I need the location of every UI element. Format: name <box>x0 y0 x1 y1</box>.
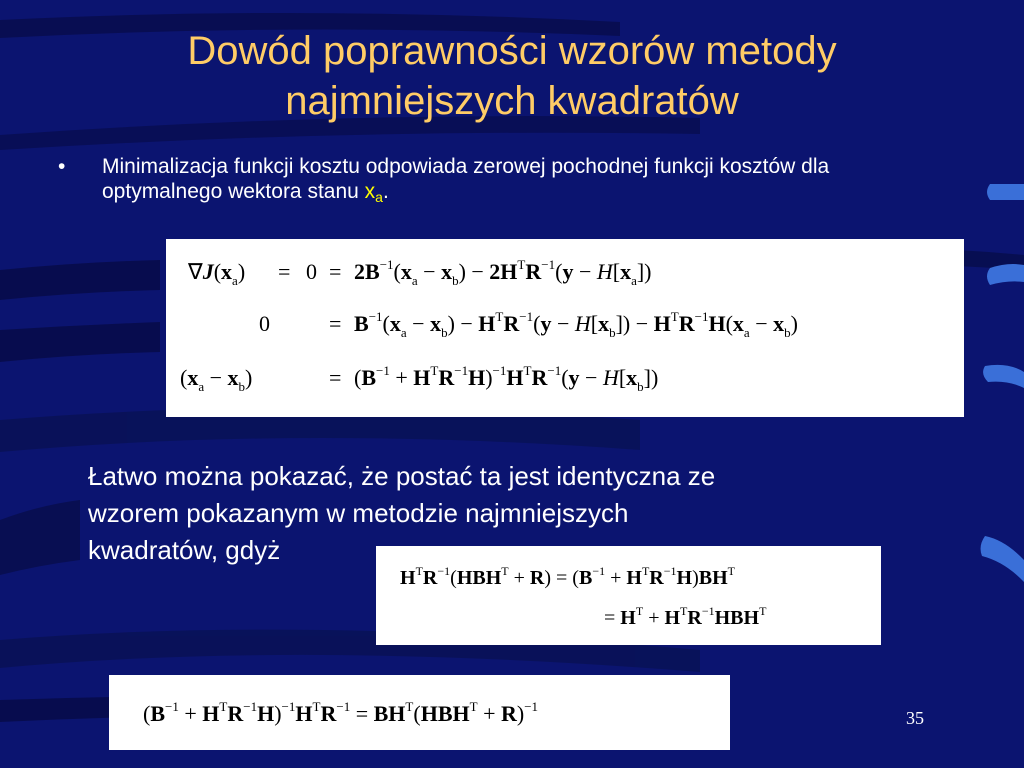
svg-text:(xa − xb): $(x_a - x_b)$ <box>180 365 253 394</box>
formula-image-gradient <box>166 239 964 417</box>
svg-text:=: = <box>278 259 291 284</box>
formula-image-result <box>109 675 730 750</box>
slide-title <box>60 26 964 126</box>
svg-text:(B−1 + HTR−1H)−1HTR−1 = BHT(HB: $(B^{-1} + H^TR^{-1}H)^{-1}H^TR^{-1} = BH^T(HBH^T + R)^{-1}$ <box>143 699 539 726</box>
bullet-variable-letter: x <box>364 180 376 203</box>
svg-text:2B−1(xa − xb) − 2HTR−1(y − H[x: $2B^{-1}(x_a - x_b) - 2H^TR^{-1}(y - H[x_a])$ <box>354 257 652 288</box>
svg-text:HTR−1(HBHT + R) = (B−1 + HTR−1: $H^TR^{-1}(HBH^T + R) = (B^{-1} + H^TR^{-1}H)BH^T$ <box>400 564 735 589</box>
svg-text:=: = <box>329 311 342 336</box>
bullet-text <box>102 154 952 210</box>
paragraph-line-3: kwadratów, gdyż <box>88 535 281 565</box>
bullet-variable-subscript: a <box>375 189 383 205</box>
title-line-1: Dowód poprawności wzorów metody <box>187 29 837 73</box>
formula-box-result <box>109 675 730 750</box>
svg-text:0: 0 <box>259 311 270 336</box>
svg-text:B−1(xa − xb) − HTR−1(y − H[xb]: $B^{-1}(x_a - x_b) - H^TR^{-1}(y - H[x_b]) - H^TR^{-1}H(x_a - x_b)$ <box>354 309 798 340</box>
paragraph-line-1: Łatwo można pokazać, że postać ta jest identyczna ze <box>88 461 716 491</box>
formula-image-identity <box>376 546 881 645</box>
svg-text:0: 0 <box>306 259 317 284</box>
svg-text:=: = <box>329 365 342 390</box>
svg-text:=: = <box>329 259 342 284</box>
bullet-text-end: . <box>382 180 389 203</box>
svg-text:(B−1 + HTR−1H)−1HTR−1(y − H[xb: $(B^{-1} + H^TR^{-1}H)^{-1}H^TR^{-1}(y - H[x_b])$ <box>354 363 659 394</box>
paragraph-line-2: wzorem pokazanym w metodzie najmniejszych <box>88 498 629 528</box>
title-line-2: najmniejszych kwadratów <box>285 79 739 123</box>
bullet-marker: • <box>58 155 66 178</box>
bullet-text-main: Minimalizacja funkcji kosztu odpowiada zerowej pochodnej funkcji kosztów dla optymalnego wektora stanu <box>102 155 830 203</box>
svg-text:∇J(xa): $\nabla J(x_a)$ <box>188 259 246 288</box>
svg-text:= HT + HTR−1HBHT: = $H^T + H^TR^{-1}HBH^T$ <box>604 604 767 629</box>
formula-box-identity <box>376 546 881 645</box>
page-number: 35 <box>906 708 924 728</box>
formula-box-gradient <box>166 239 964 417</box>
bullet-variable <box>365 180 383 203</box>
